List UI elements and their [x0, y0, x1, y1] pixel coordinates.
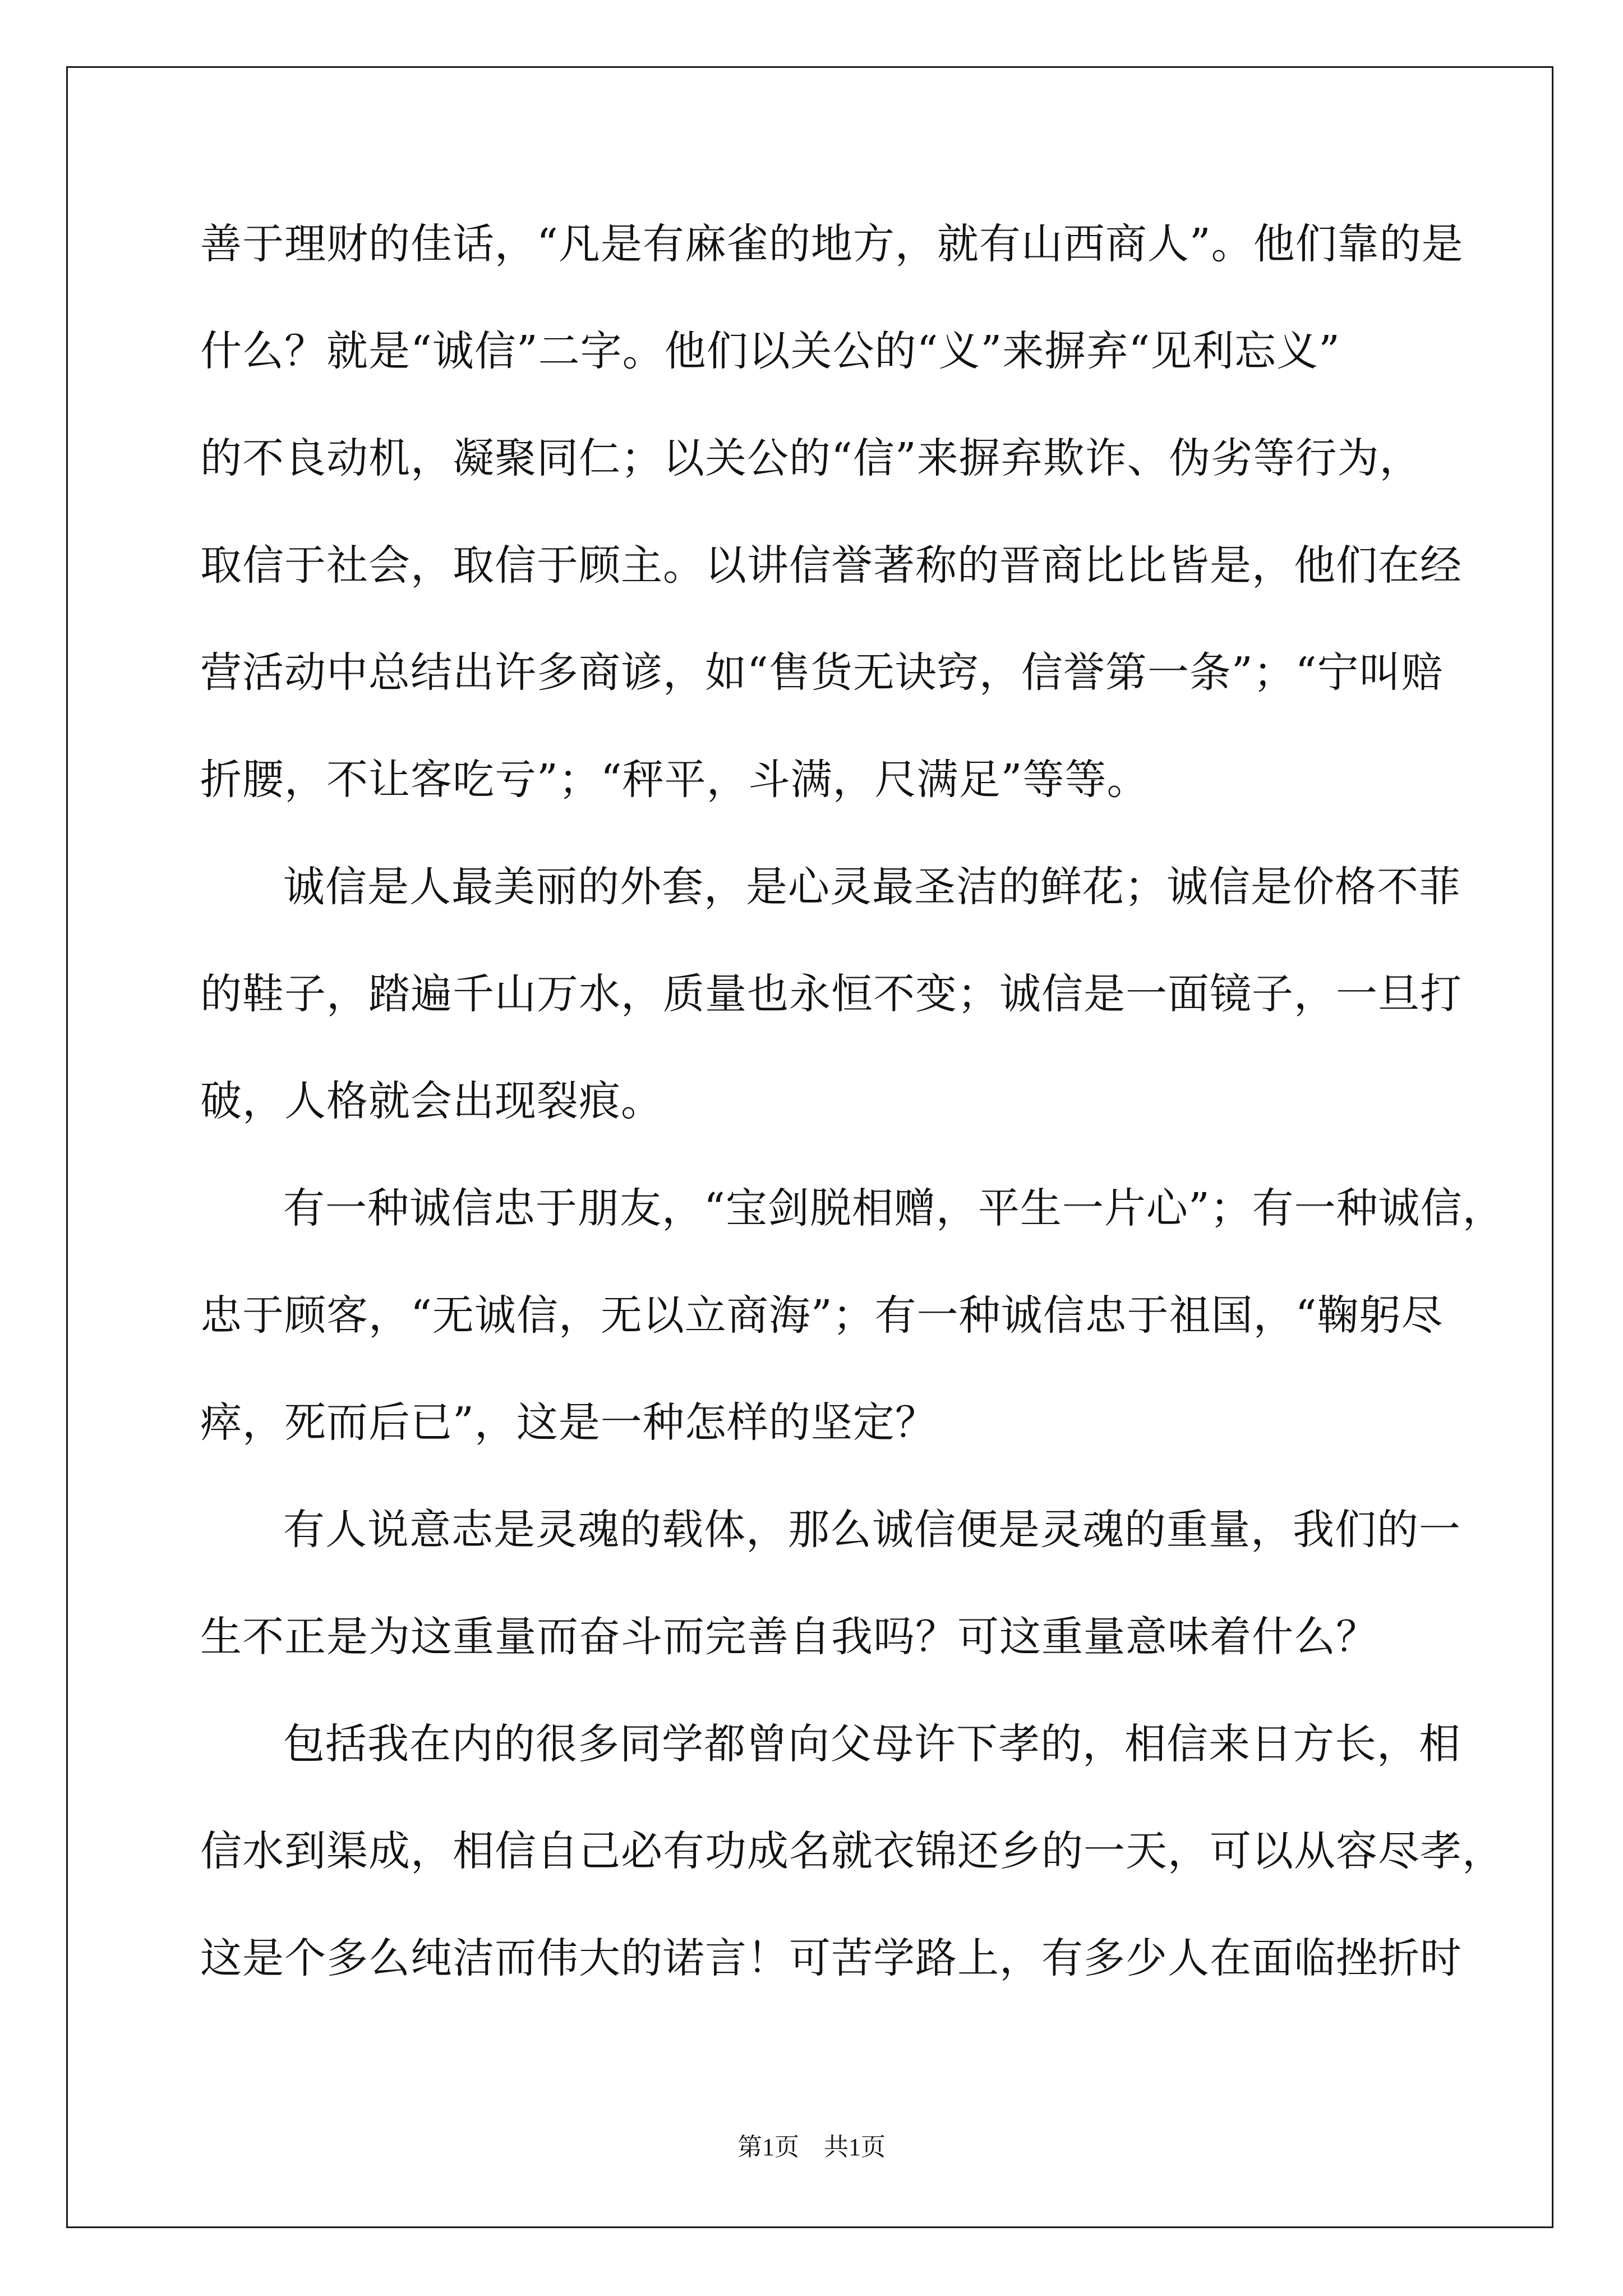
text-line: 信水到渠成，相信自己必有功成名就衣锦还乡的一天，可以从容尽孝，	[200, 1827, 1504, 1875]
text-line: 瘁，死而后已”，这是一种怎样的坚定？	[200, 1398, 937, 1447]
text-line: 取信于社会，取信于顾主。以讲信誉著称的晋商比比皆是，他们在经	[200, 541, 1462, 590]
text-line: 营活动中总结出许多商谚，如“售货无诀窍，信誉第一条”；“宁叫赔	[200, 648, 1444, 697]
page-border	[66, 66, 1553, 2228]
paragraph-first-line: 诚信是人最美丽的外套，是心灵最圣洁的鲜花；诚信是价格不菲	[283, 863, 1461, 911]
paragraph-first-line: 有人说意志是灵魂的载体，那么诚信便是灵魂的重量，我们的一	[283, 1506, 1461, 1554]
text-line: 的鞋子，踏遍千山万水，质量也永恒不变；诚信是一面镜子，一旦打	[200, 970, 1462, 1018]
text-line: 善于理财的佳话，“凡是有麻雀的地方，就有山西商人”。他们靠的是	[200, 220, 1464, 268]
page-number-footer: 第1页 共1页	[737, 2133, 886, 2161]
text-line: 破，人格就会出现裂痕。	[200, 1077, 663, 1125]
text-line: 生不正是为这重量而奋斗而完善自我吗？可这重量意味着什么？	[200, 1613, 1378, 1661]
text-line: 什么？就是“诚信”二字。他们以关公的“义”来摒弃“见利忘义”	[200, 327, 1340, 375]
text-line: 的不良动机，凝聚同仁；以关公的“信”来摒弃欺诈、伪劣等行为，	[200, 434, 1422, 482]
paragraph-first-line: 包括我在内的很多同学都曾向父母许下孝的，相信来日方长，相	[283, 1720, 1461, 1768]
paragraph-first-line: 有一种诚信忠于朋友，“宝剑脱相赠，平生一片心”；有一种诚信，	[283, 1184, 1505, 1232]
text-line: 折腰，不让客吃亏”；“秤平，斗满，尺满足”等等。	[200, 756, 1149, 804]
text-line: 忠于顾客，“无诚信，无以立商海”；有一种诚信忠于祖国，“鞠躬尽	[200, 1291, 1444, 1340]
text-line: 这是个多么纯洁而伟大的诺言！可苦学路上，有多少人在面临挫折时	[200, 1934, 1462, 1982]
